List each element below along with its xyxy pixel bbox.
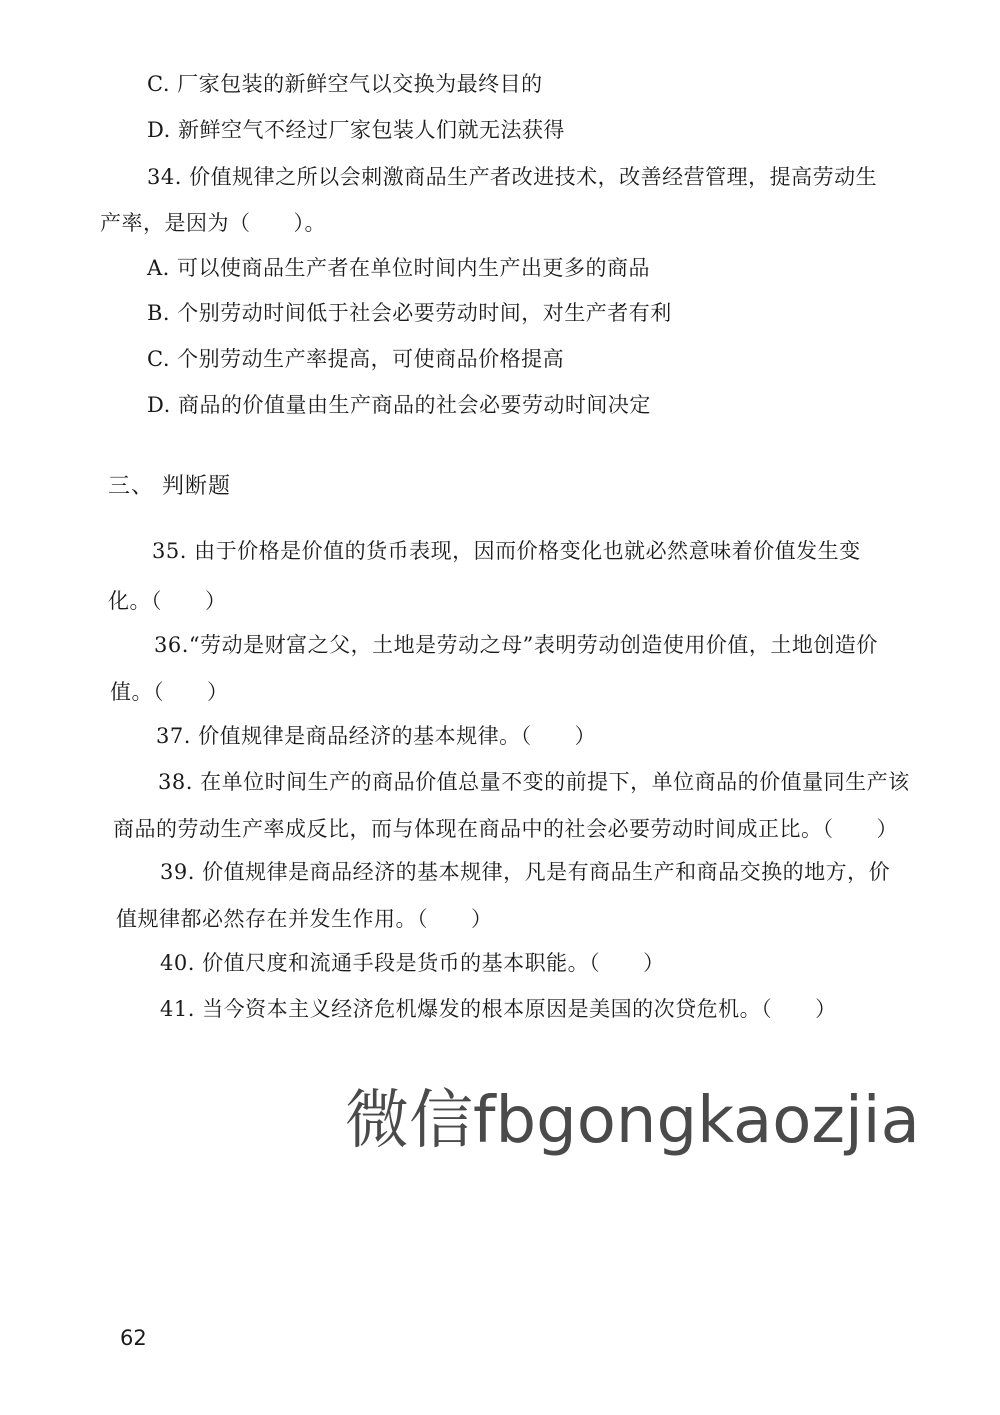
q36-line2: 值。（ ）	[110, 680, 229, 704]
q40-line1: 40. 价值尺度和流通手段是货币的基本职能。（ ）	[160, 951, 665, 975]
q41-line1: 41. 当今资本主义经济危机爆发的根本原因是美国的次贷危机。（ ）	[160, 997, 837, 1021]
q34-option-c: C. 个别劳动生产率提高，可使商品价格提高	[147, 347, 565, 371]
q38-line2: 商品的劳动生产率成反比，而与体现在商品中的社会必要劳动时间成正比。（ ）	[113, 817, 898, 841]
page-number: 62	[120, 1326, 147, 1350]
q34-stem-line2: 产率，是因为（ ）。	[100, 211, 326, 235]
q39-line2: 值规律都必然存在并发生作用。（ ）	[116, 907, 493, 931]
q36-line1: 36.“劳动是财富之父，土地是劳动之母”表明劳动创造使用价值，土地创造价	[154, 633, 878, 657]
q39-line1: 39. 价值规律是商品经济的基本规律，凡是有商品生产和商品交换的地方，价	[160, 860, 891, 884]
watermark-text: 微信fbgongkaozjia	[345, 1084, 920, 1158]
q38-line1: 38. 在单位时间生产的商品价值总量不变的前提下，单位商品的价值量同生产该	[158, 770, 910, 794]
section-3-heading: 三、 判断题	[108, 474, 231, 499]
q37-line1: 37. 价值规律是商品经济的基本规律。（ ）	[156, 724, 597, 748]
q35-line1: 35. 由于价格是价值的货币表现，因而价格变化也就必然意味着价值发生变	[152, 539, 861, 563]
q35-line2: 化。（ ）	[108, 589, 227, 613]
q34-option-d: D. 商品的价值量由生产商品的社会必要劳动时间决定	[147, 393, 651, 417]
q33-option-c: C. 厂家包装的新鲜空气以交换为最终目的	[147, 72, 543, 96]
q33-option-d: D. 新鲜空气不经过厂家包装人们就无法获得	[147, 118, 565, 142]
q34-stem-line1: 34. 价值规律之所以会刺激商品生产者改进技术，改善经营管理，提高劳动生	[147, 165, 878, 189]
q34-option-a: A. 可以使商品生产者在单位时间内生产出更多的商品	[147, 256, 651, 280]
q34-option-b: B. 个别劳动时间低于社会必要劳动时间，对生产者有利	[147, 301, 672, 325]
